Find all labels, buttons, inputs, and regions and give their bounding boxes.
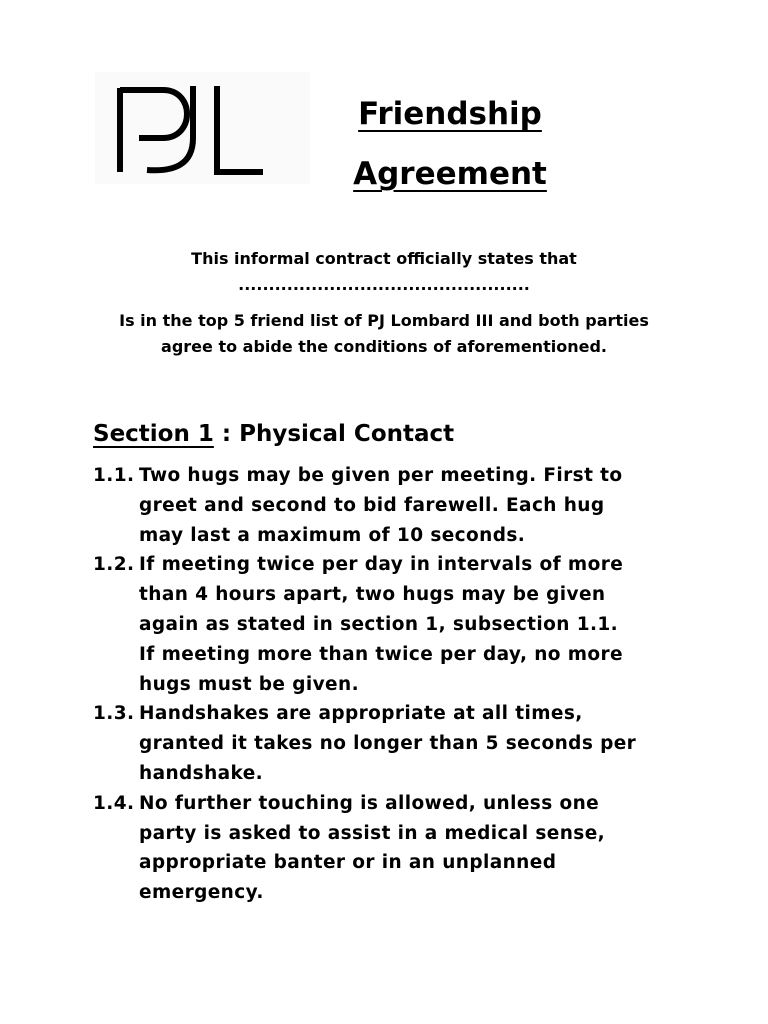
- intro-statement: This informal contract officially states that: [191, 249, 577, 268]
- clause-line: greet and second to bid farewell. Each hug: [139, 494, 605, 516]
- clause-line: handshake.: [139, 762, 264, 784]
- section-title: Physical Contact: [239, 421, 455, 447]
- clause-1-1: [93, 461, 713, 550]
- section-number: Section 1: [93, 421, 214, 447]
- clause-line: Two hugs may be given per meeting. First to: [139, 465, 623, 486]
- clause-line: Handshakes are appropriate at all times,: [139, 703, 583, 725]
- pj-monogram-logo: [95, 72, 310, 184]
- clause-1-4: [93, 789, 713, 908]
- document-title-line-1: Friendship: [358, 96, 542, 132]
- clause-1-3: [93, 699, 713, 788]
- clause-line: appropriate banter or in an unplanned: [139, 852, 557, 874]
- clause-line: may last a maximum of 10 seconds.: [139, 524, 526, 546]
- intro-terms-line-1: Is in the top 5 friend list of PJ Lombard III and both parties: [119, 311, 649, 330]
- clause-line: than 4 hours apart, two hugs may be given: [139, 584, 606, 606]
- document-title-line-2: Agreement: [353, 156, 547, 192]
- clause-line: granted it takes no longer than 5 seconds per: [139, 733, 637, 755]
- clause-line: If meeting twice per day in intervals of more: [139, 554, 624, 576]
- section-1-clauses: [93, 461, 713, 908]
- section-1-heading: [93, 418, 454, 450]
- clause-1-2: [93, 550, 713, 699]
- clause-line: emergency.: [139, 882, 264, 904]
- clause-number: 1.1.: [93, 465, 135, 486]
- clause-line: party is asked to assist in a medical sense,: [139, 822, 606, 844]
- logo-mark: [95, 72, 310, 184]
- name-blank-line: ................................................: [238, 275, 530, 294]
- clause-line: No further touching is allowed, unless one: [139, 792, 600, 814]
- clause-line: again as stated in section 1, subsection 1.1.: [139, 613, 619, 635]
- intro-terms: [0, 308, 768, 360]
- clause-line: hugs must be given.: [139, 673, 359, 695]
- intro-terms-line-2: agree to abide the conditions of aforementioned.: [161, 337, 607, 356]
- clause-line: If meeting more than twice per day, no more: [139, 643, 623, 665]
- clause-number: 1.3.: [93, 703, 135, 725]
- clause-number: 1.2.: [93, 554, 135, 576]
- section-separator: :: [213, 421, 240, 447]
- clause-number: 1.4.: [93, 792, 135, 814]
